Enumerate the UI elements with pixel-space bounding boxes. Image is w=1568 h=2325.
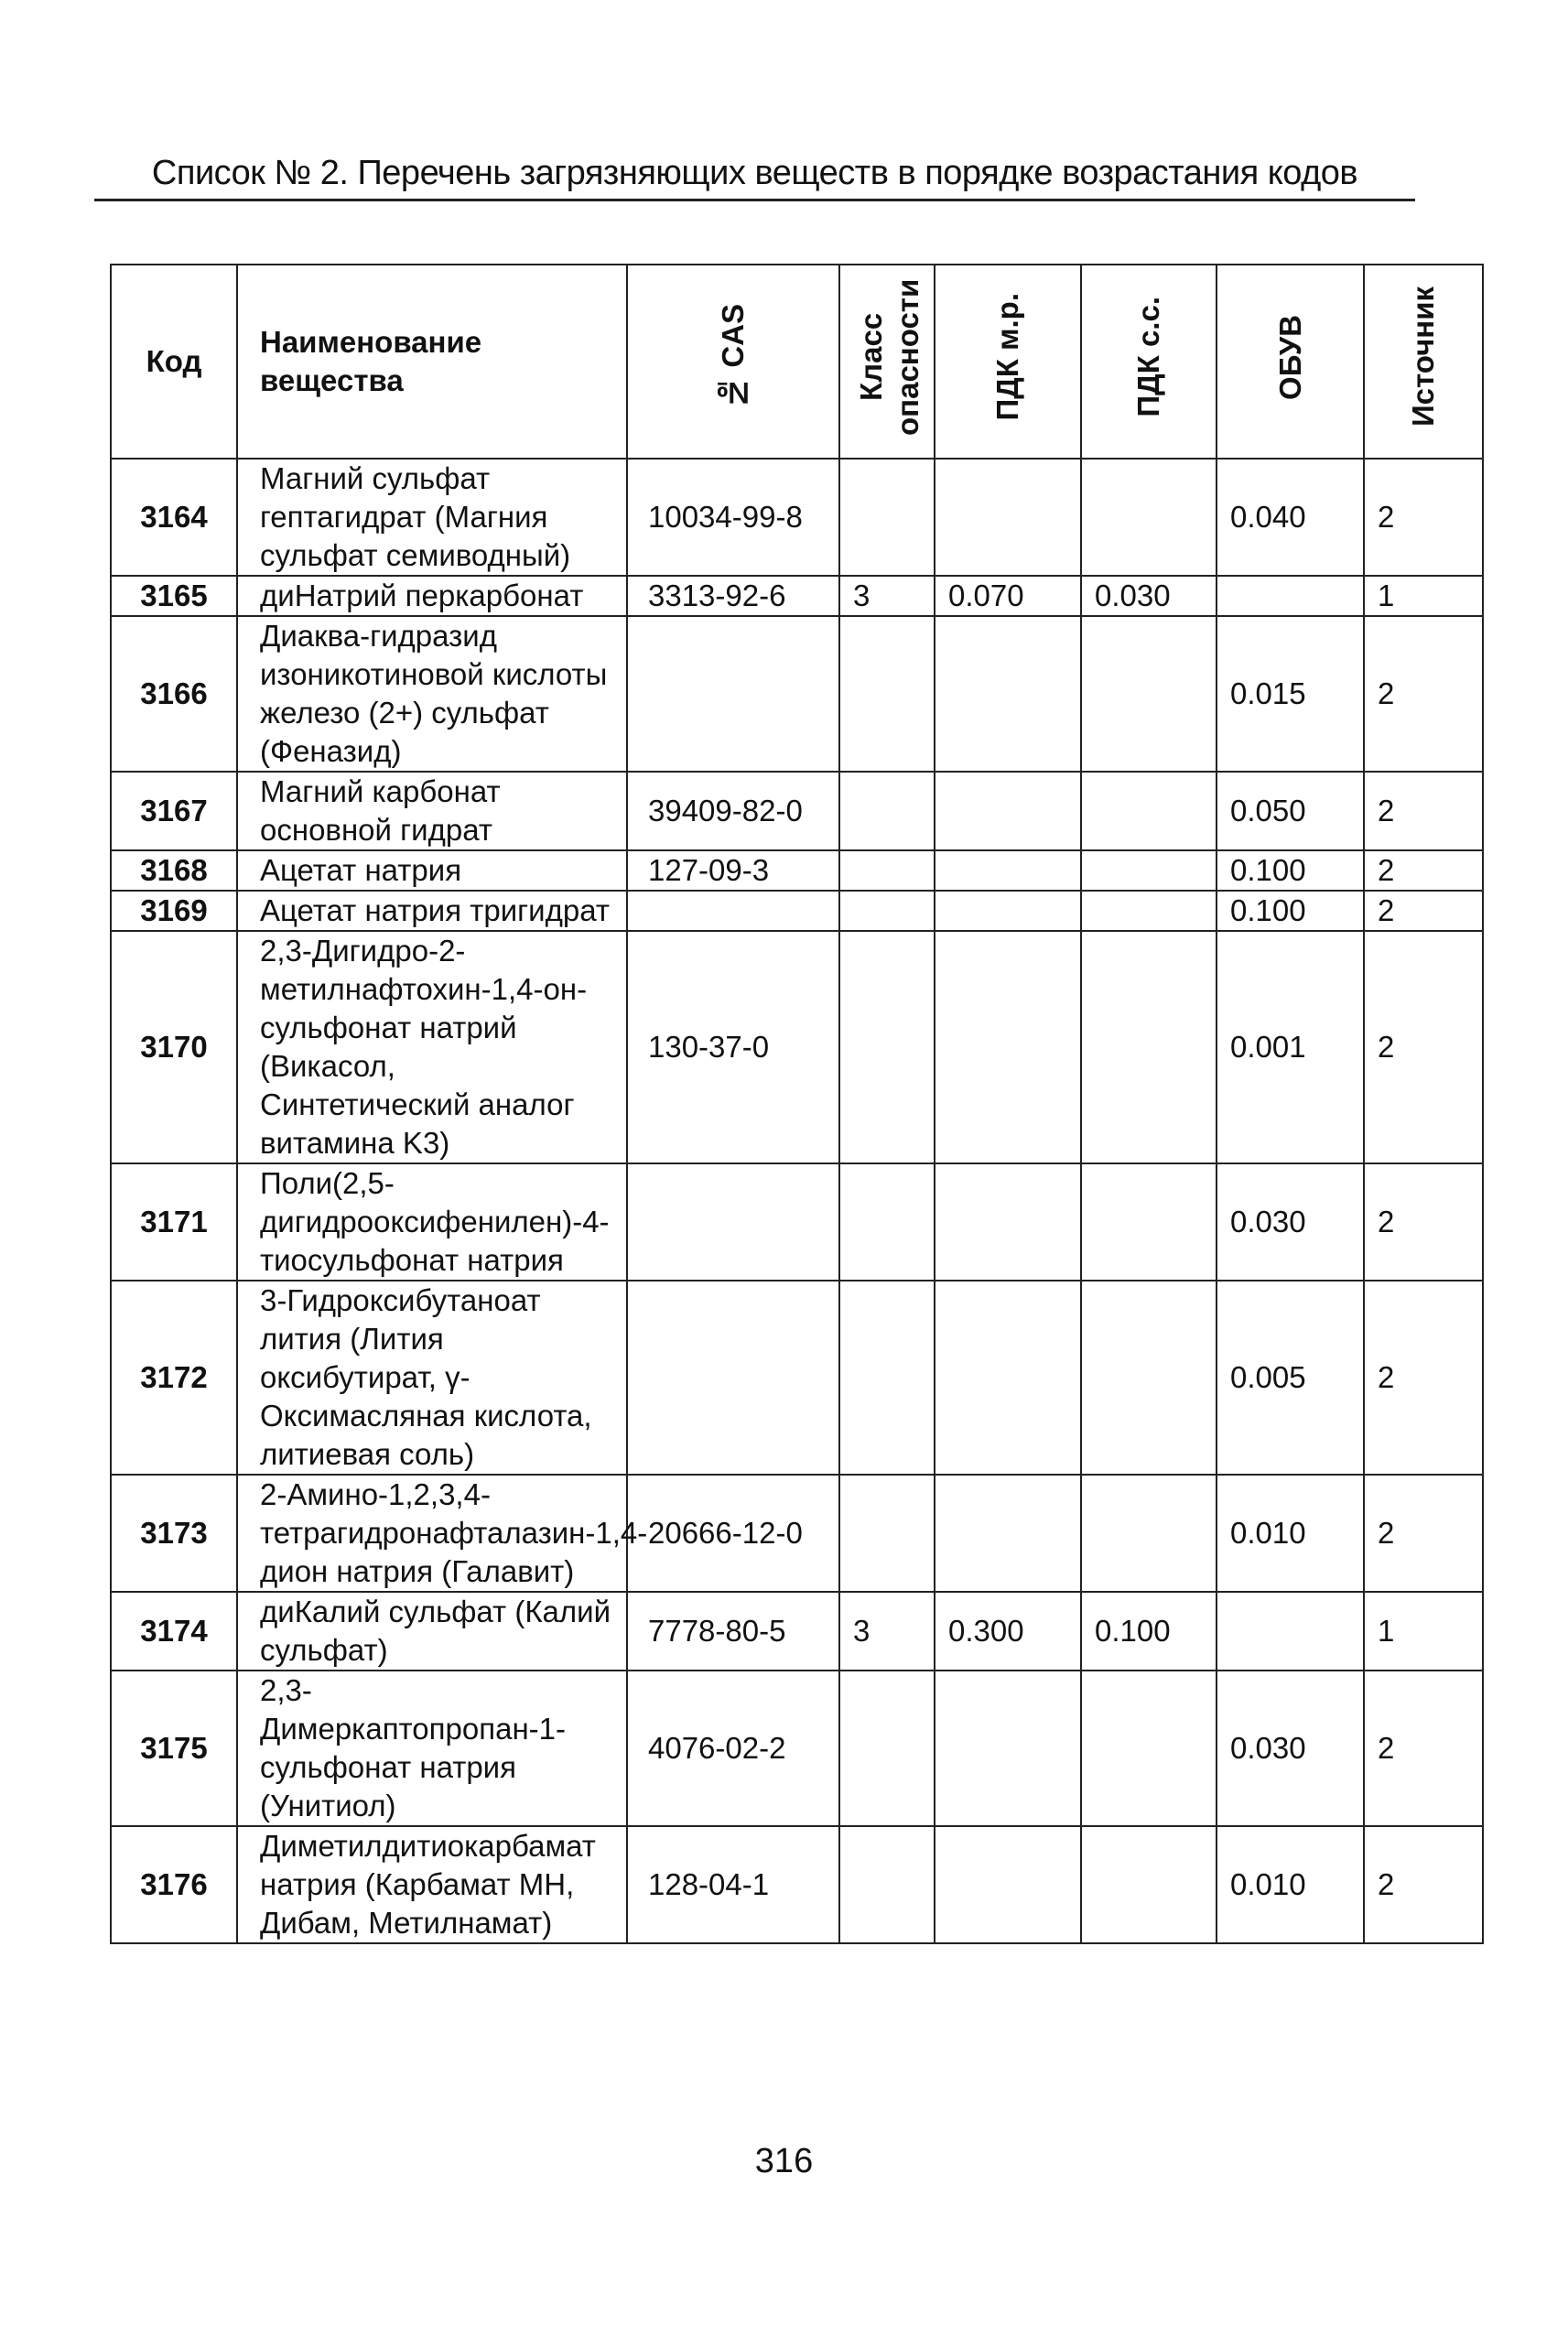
cell-obuv: 0.010 bbox=[1217, 1826, 1364, 1943]
cell-hazard-class bbox=[839, 891, 935, 931]
cell-source: 2 bbox=[1364, 931, 1483, 1163]
cell-code: 3174 bbox=[111, 1592, 237, 1671]
column-header-pdk-mr: ПДК м.р. bbox=[935, 265, 1081, 459]
cell-hazard-class: 3 bbox=[839, 576, 935, 616]
cell-name: Ацетат натрия bbox=[237, 850, 627, 891]
cell-hazard-class bbox=[839, 1826, 935, 1943]
cell-name: Ацетат натрия тригидрат bbox=[237, 891, 627, 931]
cell-name: Поли(2,5-дигидрооксифенилен)-4-тиосульфонат натрия bbox=[237, 1163, 627, 1281]
table-body bbox=[111, 459, 1483, 1943]
cell-code: 3173 bbox=[111, 1475, 237, 1592]
cell-hazard-class bbox=[839, 459, 935, 576]
cell-pdk-ss bbox=[1081, 616, 1217, 772]
substances-table bbox=[110, 264, 1484, 1944]
cell-hazard-class bbox=[839, 1475, 935, 1592]
cell-code: 3172 bbox=[111, 1281, 237, 1475]
cell-pdk-ss: 0.030 bbox=[1081, 576, 1217, 616]
cell-cas: 39409-82-0 bbox=[627, 772, 839, 850]
cell-pdk-mr: 0.070 bbox=[935, 576, 1081, 616]
cell-code: 3166 bbox=[111, 616, 237, 772]
cell-cas: 7778-80-5 bbox=[627, 1592, 839, 1671]
table-row bbox=[111, 772, 1483, 850]
cell-cas bbox=[627, 1281, 839, 1475]
table-header-row bbox=[111, 265, 1483, 459]
cell-cas: 130-37-0 bbox=[627, 931, 839, 1163]
cell-code: 3165 bbox=[111, 576, 237, 616]
cell-code: 3164 bbox=[111, 459, 237, 576]
cell-pdk-mr bbox=[935, 891, 1081, 931]
cell-pdk-ss: 0.100 bbox=[1081, 1592, 1217, 1671]
table-row bbox=[111, 891, 1483, 931]
cell-hazard-class bbox=[839, 772, 935, 850]
cell-pdk-ss bbox=[1081, 459, 1217, 576]
cell-hazard-class bbox=[839, 1281, 935, 1475]
cell-hazard-class bbox=[839, 1163, 935, 1281]
cell-obuv: 0.030 bbox=[1217, 1671, 1364, 1826]
table-row bbox=[111, 616, 1483, 772]
cell-code: 3168 bbox=[111, 850, 237, 891]
cell-cas: 127-09-3 bbox=[627, 850, 839, 891]
cell-source: 2 bbox=[1364, 850, 1483, 891]
column-header-pdk-ss: ПДК с.с. bbox=[1081, 265, 1217, 459]
column-header-obuv: ОБУВ bbox=[1217, 265, 1364, 459]
cell-pdk-mr bbox=[935, 1281, 1081, 1475]
cell-obuv: 0.010 bbox=[1217, 1475, 1364, 1592]
cell-code: 3176 bbox=[111, 1826, 237, 1943]
cell-source: 2 bbox=[1364, 1281, 1483, 1475]
cell-obuv bbox=[1217, 1592, 1364, 1671]
cell-name: 2,3-Дигидро-2-метилнафтохин-1,4-он-сульфонат натрий (Викасол, Синтетический аналог витамина K3) bbox=[237, 931, 627, 1163]
cell-name: 2-Амино-1,2,3,4-тетрагидронафталазин-1,4-дион натрия (Галавит) bbox=[237, 1475, 627, 1592]
table-row bbox=[111, 1592, 1483, 1671]
cell-cas: 20666-12-0 bbox=[627, 1475, 839, 1592]
cell-source: 2 bbox=[1364, 1475, 1483, 1592]
cell-code: 3167 bbox=[111, 772, 237, 850]
cell-pdk-mr bbox=[935, 931, 1081, 1163]
table-row bbox=[111, 459, 1483, 576]
cell-cas: 3313-92-6 bbox=[627, 576, 839, 616]
table-row bbox=[111, 1826, 1483, 1943]
cell-code: 3175 bbox=[111, 1671, 237, 1826]
cell-source: 2 bbox=[1364, 891, 1483, 931]
cell-pdk-ss bbox=[1081, 1671, 1217, 1826]
cell-name: 3-Гидроксибутаноат лития (Лития оксибутират, γ-Оксимасляная кислота, литиевая соль) bbox=[237, 1281, 627, 1475]
cell-source: 1 bbox=[1364, 576, 1483, 616]
column-header-source: Источник bbox=[1364, 265, 1483, 459]
cell-pdk-mr bbox=[935, 1826, 1081, 1943]
cell-hazard-class bbox=[839, 850, 935, 891]
cell-hazard-class bbox=[839, 1671, 935, 1826]
cell-obuv bbox=[1217, 576, 1364, 616]
cell-hazard-class bbox=[839, 616, 935, 772]
cell-code: 3171 bbox=[111, 1163, 237, 1281]
cell-source: 2 bbox=[1364, 1826, 1483, 1943]
column-header-code: Код bbox=[111, 265, 237, 459]
cell-pdk-ss bbox=[1081, 1475, 1217, 1592]
cell-source: 2 bbox=[1364, 459, 1483, 576]
cell-obuv: 0.001 bbox=[1217, 931, 1364, 1163]
table-row bbox=[111, 850, 1483, 891]
cell-cas bbox=[627, 1163, 839, 1281]
cell-name: Магний сульфат гептагидрат (Магния сульфат семиводный) bbox=[237, 459, 627, 576]
column-header-name: Наименование вещества bbox=[237, 265, 627, 459]
cell-pdk-ss bbox=[1081, 1281, 1217, 1475]
table-row bbox=[111, 1163, 1483, 1281]
cell-cas: 4076-02-2 bbox=[627, 1671, 839, 1826]
table-row bbox=[111, 1281, 1483, 1475]
cell-name: Магний карбонат основной гидрат bbox=[237, 772, 627, 850]
table-row bbox=[111, 931, 1483, 1163]
table-row bbox=[111, 1475, 1483, 1592]
cell-pdk-mr bbox=[935, 1475, 1081, 1592]
cell-pdk-ss bbox=[1081, 891, 1217, 931]
cell-pdk-mr bbox=[935, 616, 1081, 772]
cell-pdk-mr: 0.300 bbox=[935, 1592, 1081, 1671]
table-row bbox=[111, 1671, 1483, 1826]
cell-obuv: 0.040 bbox=[1217, 459, 1364, 576]
cell-pdk-mr bbox=[935, 459, 1081, 576]
cell-cas bbox=[627, 891, 839, 931]
cell-name: Диметилдитиокарбамат натрия (Карбамат МН, Дибам, Метилнамат) bbox=[237, 1826, 627, 1943]
page-title: Список № 2. Перечень загрязняющих веществ в порядке возрастания кодов bbox=[94, 154, 1415, 201]
cell-name: диКалий сульфат (Калий сульфат) bbox=[237, 1592, 627, 1671]
cell-source: 2 bbox=[1364, 1671, 1483, 1826]
cell-source: 1 bbox=[1364, 1592, 1483, 1671]
cell-cas bbox=[627, 616, 839, 772]
cell-obuv: 0.030 bbox=[1217, 1163, 1364, 1281]
column-header-hazard-class: Класс опасности bbox=[839, 265, 935, 459]
cell-source: 2 bbox=[1364, 1163, 1483, 1281]
cell-pdk-mr bbox=[935, 850, 1081, 891]
cell-source: 2 bbox=[1364, 616, 1483, 772]
cell-cas: 10034-99-8 bbox=[627, 459, 839, 576]
cell-obuv: 0.005 bbox=[1217, 1281, 1364, 1475]
cell-hazard-class: 3 bbox=[839, 1592, 935, 1671]
cell-obuv: 0.050 bbox=[1217, 772, 1364, 850]
cell-pdk-mr bbox=[935, 1671, 1081, 1826]
column-header-cas: № CAS bbox=[627, 265, 839, 459]
cell-cas: 128-04-1 bbox=[627, 1826, 839, 1943]
cell-name: Диаква-гидразид изоникотиновой кислоты железо (2+) сульфат (Феназид) bbox=[237, 616, 627, 772]
cell-pdk-mr bbox=[935, 1163, 1081, 1281]
cell-name: 2,3-Димеркаптопропан-1-сульфонат натрия (Унитиол) bbox=[237, 1671, 627, 1826]
cell-code: 3169 bbox=[111, 891, 237, 931]
cell-pdk-ss bbox=[1081, 931, 1217, 1163]
cell-source: 2 bbox=[1364, 772, 1483, 850]
table-row bbox=[111, 576, 1483, 616]
cell-pdk-ss bbox=[1081, 1163, 1217, 1281]
cell-pdk-ss bbox=[1081, 1826, 1217, 1943]
cell-obuv: 0.100 bbox=[1217, 891, 1364, 931]
cell-obuv: 0.100 bbox=[1217, 850, 1364, 891]
cell-hazard-class bbox=[839, 931, 935, 1163]
cell-pdk-ss bbox=[1081, 850, 1217, 891]
cell-pdk-ss bbox=[1081, 772, 1217, 850]
page-number: 316 bbox=[754, 2142, 814, 2180]
cell-code: 3170 bbox=[111, 931, 237, 1163]
cell-pdk-mr bbox=[935, 772, 1081, 850]
cell-obuv: 0.015 bbox=[1217, 616, 1364, 772]
cell-name: диНатрий перкарбонат bbox=[237, 576, 627, 616]
